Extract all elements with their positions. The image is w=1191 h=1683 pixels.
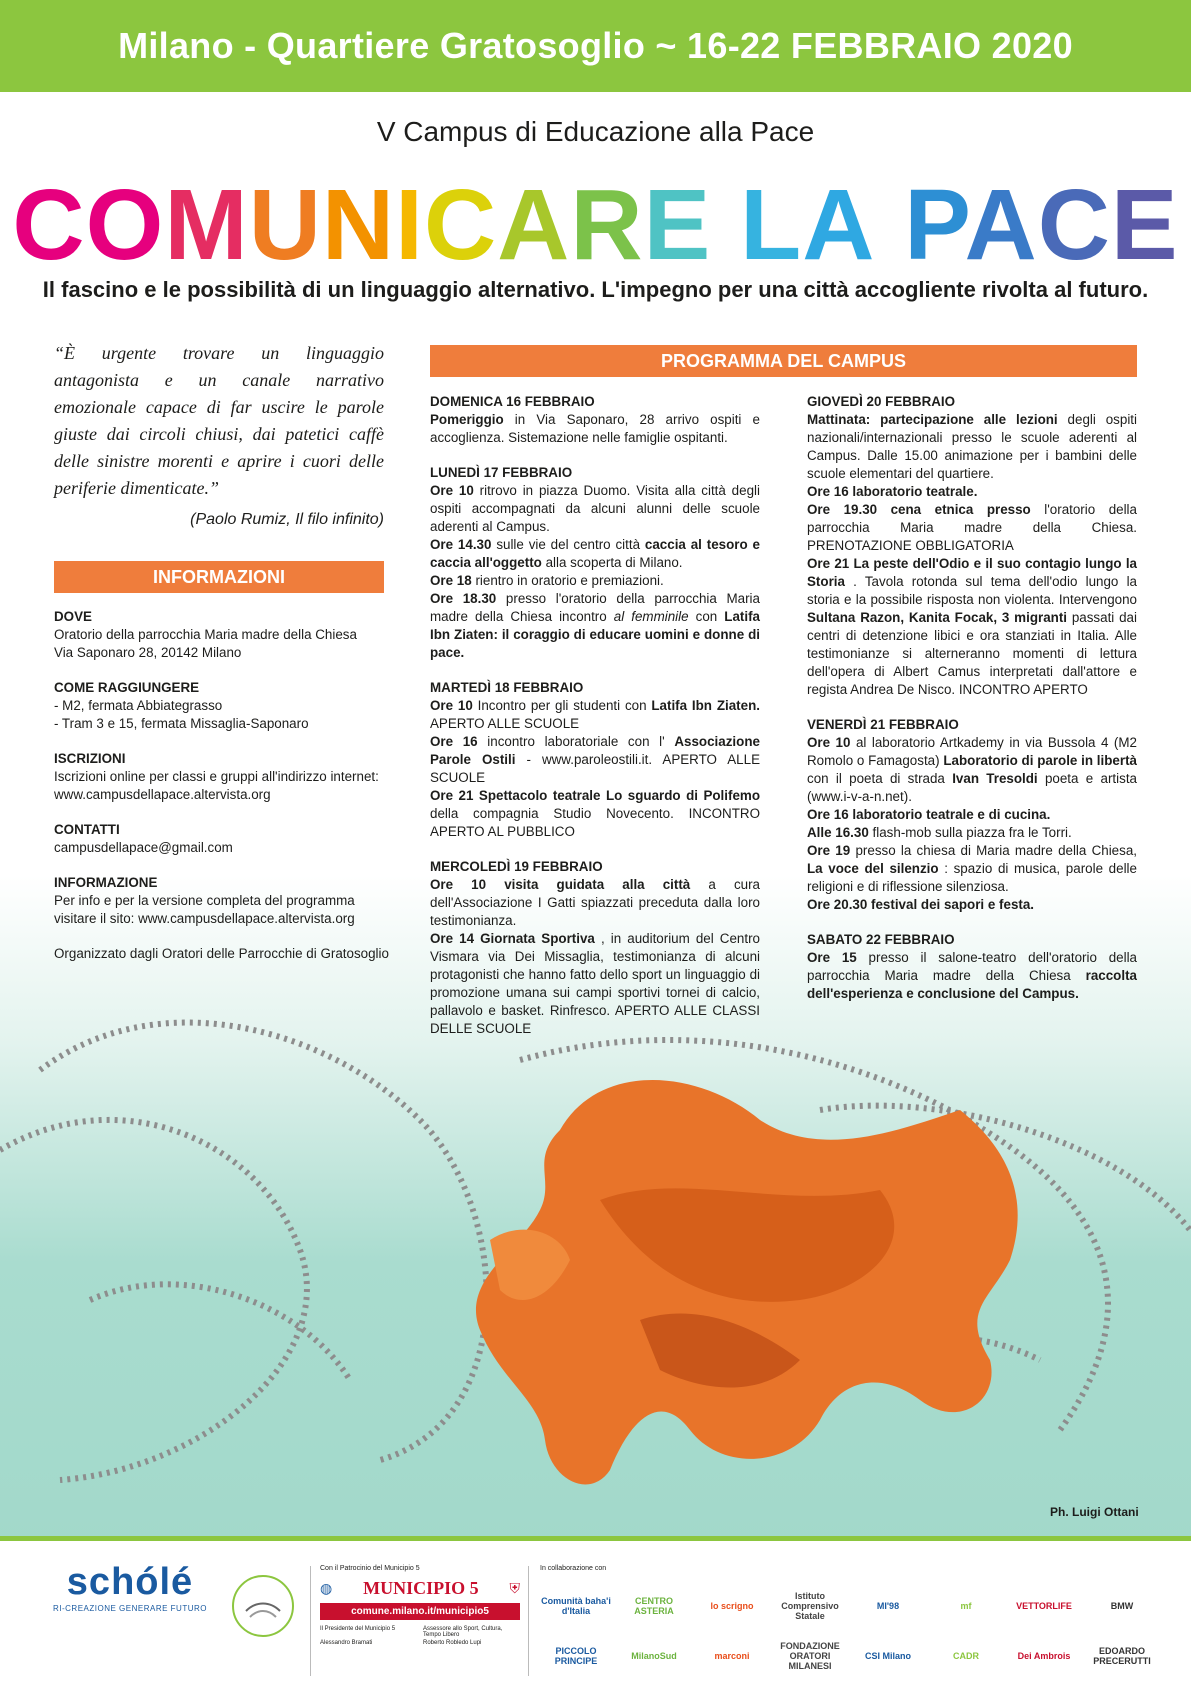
program-text — [430, 482, 760, 662]
come-line-2: - Tram 3 e 15, fermata Missaglia-Saponaro — [54, 716, 309, 731]
sponsor-logo[interactable]: CADR — [953, 1651, 979, 1661]
program-run: Ore 16 — [430, 734, 478, 749]
program-run: Ore 16 laboratorio teatrale. — [807, 484, 978, 499]
title-letter: I — [395, 169, 424, 281]
program-run: Ore 18.30 — [430, 591, 497, 606]
program-run: presso l'oratorio della parrocchia Maria madre della Chiesa incontro — [430, 591, 760, 624]
info-informazione — [54, 874, 394, 928]
municipio-mark-icon: ◍ — [320, 1580, 333, 1596]
program-run: Ore 18 — [430, 573, 472, 588]
come-label: COME RAGGIUNGERE — [54, 680, 200, 695]
program-date: MERCOLEDÌ 19 FEBBRAIO — [430, 859, 603, 874]
program-run: presso la chiesa di Maria madre della Chiesa, — [855, 843, 1137, 858]
program-run: con — [695, 609, 718, 624]
program-run: caccia al tesoro e caccia all'oggetto — [430, 537, 760, 570]
top-banner — [0, 0, 1191, 92]
program-day — [430, 464, 760, 662]
program-run: Ore 16 laboratorio teatrale e di cucina. — [807, 807, 1051, 822]
program-run: ritrovo in piazza Duomo. Visita alla città degli ospiti accompagnati da alcuni alunni delle scuole aderenti al Campus. — [430, 483, 760, 534]
program-day — [430, 679, 760, 841]
title-letter — [711, 169, 740, 281]
program-date: DOMENICA 16 FEBBRAIO — [430, 394, 595, 409]
info-come — [54, 679, 394, 733]
divider — [528, 1566, 529, 1676]
program-run: sulle vie del centro città — [496, 537, 641, 552]
title-letter: P — [904, 169, 965, 281]
program-run: Ore 20.30 festival dei sapori e festa. — [807, 897, 1035, 912]
program-run: passati dai centri di detenzione libici e ora stanziati in Italia. Alle testimonianze si alterneranno momenti di lettura dell'opera di Albert Camus interpretati dall'attore e regista Andrea De Nisco. INCONTRO APERTO — [807, 610, 1137, 697]
program-run: Ore 19.30 cena etnica presso — [807, 502, 1031, 517]
dove-label: DOVE — [54, 609, 92, 624]
info-section — [54, 608, 394, 980]
photo-credit: Ph. Luigi Ottani — [1050, 1505, 1139, 1519]
program-run: al laboratorio Artkademy in via Bussola 4 (M2 Romolo o Famagosta) — [807, 735, 1137, 768]
program-date: LUNEDÌ 17 FEBBRAIO — [430, 465, 573, 480]
collab-label: In collaborazione con — [540, 1565, 607, 1572]
title-letter: C — [1037, 169, 1111, 281]
title-letter: O — [85, 169, 165, 281]
program-day — [807, 931, 1137, 1003]
program-run: degli ospiti nazionali/internazionali presso le scuole aderenti al Campus. Dalle 15.00 animazione per i bambini delle scuole elementari del quartiere. — [807, 412, 1137, 481]
orange-cloth — [476, 1080, 1018, 1484]
sponsor-logo[interactable]: CSI Milano — [864, 1651, 911, 1661]
program-run: Ivan Tresoldi — [952, 771, 1038, 786]
come-line-1: - M2, fermata Abbiategrasso — [54, 698, 223, 713]
info-header — [54, 561, 384, 593]
sponsor-logo[interactable]: CENTRO ASTERIA — [634, 1596, 674, 1616]
program-run: Sultana Razon, Kanita Focak, 3 migranti — [807, 610, 1068, 625]
title-letter: N — [321, 169, 396, 281]
program-run: l'oratorio della parrocchia Maria madre della Chiesa. PRENOTAZIONE OBBLIGATORIA — [807, 502, 1137, 553]
quote-block — [54, 340, 384, 533]
program-run: rientro in oratorio e premiazioni. — [475, 573, 664, 588]
assessor-label: Assessore allo Sport, Cultura, Tempo Libero — [423, 1626, 503, 1638]
program-day — [430, 393, 760, 447]
program-run: alla scoperta di Milano. — [545, 555, 683, 570]
info-contatti — [54, 821, 394, 857]
program-text — [807, 949, 1137, 1003]
sponsor-logo[interactable]: PICCOLO PRINCIPE — [554, 1646, 598, 1666]
program-run: al femminile — [613, 609, 689, 624]
program-run: La voce del silenzio — [807, 861, 939, 876]
tagline: Il fascino e le possibilità di un linguaggio alternativo. L'impegno per una città accogliente rivolta al futuro. — [42, 277, 1149, 302]
infoz-line-1: Per info e per la versione completa del programma — [54, 893, 355, 908]
title-letter: A — [802, 169, 876, 281]
milano-crest-icon: ⛨ — [509, 1580, 520, 1596]
title-letter: C — [12, 169, 86, 281]
title-letter: R — [570, 169, 644, 281]
program-run: Ore 19 — [807, 843, 851, 858]
patrocinio-label: Con il Patrocinio del Municipio 5 — [320, 1565, 420, 1572]
infoz-label: INFORMAZIONE — [54, 875, 158, 890]
program-run: Ore 10 visita guidata alla città — [430, 877, 691, 892]
program-run: Ore 10 — [430, 698, 473, 713]
organizer-text: Organizzato dagli Oratori delle Parrocchie di Gratosoglio — [54, 946, 389, 961]
program-run: Laboratorio di parole in libertà — [943, 753, 1137, 768]
title-letter: C — [423, 169, 498, 281]
program-header — [430, 345, 1137, 377]
title-letter: A — [964, 169, 1038, 281]
program-run: Ore 21 Spettacolo teatrale Lo sguardo di Polifemo — [430, 788, 760, 803]
title-letter: E — [1110, 169, 1179, 281]
sponsor-logo[interactable]: FONDAZIONE ORATORI MILANESI — [780, 1641, 840, 1671]
sponsor-logo[interactable]: MI'98 — [876, 1601, 900, 1611]
sponsor-logo[interactable]: Dei Ambrois — [1017, 1651, 1071, 1661]
program-run: Ore 14.30 — [430, 537, 492, 552]
barbed-wire-photo — [0, 1000, 1191, 1530]
info-iscrizioni — [54, 750, 394, 804]
info-dove — [54, 608, 394, 662]
divider — [310, 1566, 311, 1676]
program-run: Incontro per gli studenti con — [477, 698, 647, 713]
sponsor-logo[interactable]: lo scrigno — [710, 1601, 754, 1611]
schole-name: schólé — [66, 1561, 194, 1603]
municipio-row — [320, 1578, 520, 1599]
program-run: Associazione Parole Ostili — [430, 734, 760, 767]
program-date: GIOVEDÌ 20 FEBBRAIO — [807, 394, 956, 409]
program-column-2 — [807, 393, 1137, 1020]
sponsor-logo[interactable]: Istituto Comprensivo Statale — [781, 1591, 839, 1621]
municipio-name: MUNICIPIO 5 — [363, 1578, 479, 1598]
program-run: con il poeta di strada — [807, 771, 945, 786]
president-label: Il Presidente del Municipio 5 — [320, 1626, 396, 1632]
program-run: - www.paroleostili.it. APERTO ALLE SCUOLE — [430, 752, 760, 785]
program-run: Ore 10 — [807, 735, 851, 750]
footer — [0, 1536, 1191, 1683]
municipio-url[interactable]: comune.milano.it/municipio5 — [320, 1603, 520, 1620]
info-title: INFORMAZIONI — [153, 566, 285, 587]
iscr-label: ISCRIZIONI — [54, 751, 126, 766]
program-run: Mattinata: partecipazione alle lezioni — [807, 412, 1058, 427]
program-run: flash-mob sulla piazza fra le Torri. — [872, 825, 1072, 840]
banner-text: Milano - Quartiere Gratosoglio ~ 16-22 FEBBRAIO 2020 — [118, 25, 1073, 66]
sponsor-logo[interactable]: VETTORLIFE — [1016, 1601, 1072, 1611]
infoz-line-2: visitare il sito: www.campusdellapace.altervista.org — [54, 911, 355, 926]
program-run: , in auditorium del Centro Vismara via Dei Missaglia, testimonianza di alcuni protagonisti che hanno fatto dello sport un linguaggio di promozione umana sui campi sportivi tornei di calcio, pallavolo e basket. Rinfresco. APERTO ALLE CLASSI DELLE SCUOLE — [430, 931, 761, 1036]
program-date: VENERDÌ 21 FEBBRAIO — [807, 717, 959, 732]
program-day — [807, 393, 1137, 699]
program-run: a cura dell'Associazione I Gatti spiazzati preceduta dalla loro testimonianza. — [430, 877, 761, 928]
program-run: della compagnia Studio Novecento. INCONTRO APERTO AL PUBBLICO — [430, 806, 760, 839]
program-date: SABATO 22 FEBBRAIO — [807, 932, 955, 947]
municipio-officials — [320, 1626, 520, 1646]
program-column-1 — [430, 393, 760, 1055]
title-letter: L — [740, 169, 803, 281]
title-letter: A — [497, 169, 571, 281]
program-run: poeta e artista (www.i-v-a-n.net). — [807, 771, 1137, 804]
program-run: Pomeriggio — [430, 412, 504, 427]
sponsor-logo[interactable]: BMW — [1110, 1601, 1134, 1611]
program-run: incontro laboratoriale con l' — [487, 734, 665, 749]
contatti-email[interactable]: campusdellapace@gmail.com — [54, 840, 233, 855]
sponsor-logo[interactable]: mf — [960, 1601, 972, 1611]
patrocinio-block — [320, 1565, 520, 1646]
assessor-name: Roberto Robledo Lupi — [423, 1640, 482, 1646]
program-title: PROGRAMMA DEL CAMPUS — [660, 350, 906, 371]
schole-sub: RI-CREAZIONE GENERARE FUTURO — [52, 1604, 207, 1613]
president-name: Alessandro Bramati — [320, 1640, 373, 1646]
campus-logo-icon — [228, 1571, 298, 1641]
program-run: Ore 21 La peste dell'Odio e il suo contagio lungo la Storia — [807, 556, 1137, 589]
sponsor-logo[interactable]: marconi — [714, 1651, 750, 1661]
program-date: MARTEDÌ 18 FEBBRAIO — [430, 680, 584, 695]
title-letter: U — [248, 169, 322, 281]
iscr-link[interactable]: www.campusdellapace.altervista.org — [54, 787, 271, 802]
program-run: Ore 10 — [430, 483, 474, 498]
program-run: Latifa Ibn Ziaten. — [651, 698, 760, 713]
main-title — [0, 170, 1191, 280]
sponsor-logo[interactable]: MilanoSud — [631, 1651, 677, 1661]
program-run: APERTO ALLE SCUOLE — [430, 716, 580, 731]
program-text — [430, 411, 760, 447]
program-run: . Tavola rotonda sul tema dell'odio lungo la storia e la possibile risposta non violenta. Intervengono — [807, 574, 1137, 607]
quote-author: (Paolo Rumiz, Il filo infinito) — [190, 511, 384, 528]
program-text — [807, 734, 1137, 914]
program-day — [807, 716, 1137, 914]
dove-line-1: Oratorio della parrocchia Maria madre della Chiesa — [54, 627, 357, 642]
dove-line-2: Via Saponaro 28, 20142 Milano — [54, 645, 242, 660]
program-run: : spazio di musica, parole delle religioni e di riflessione silenziosa. — [807, 861, 1137, 894]
program-run: raccolta dell'esperienza e conclusione del Campus. — [807, 968, 1137, 1001]
program-run: Ore 15 — [807, 950, 857, 965]
program-text — [430, 697, 760, 841]
program-text — [807, 411, 1137, 699]
program-run: Latifa Ibn Ziaten: il coraggio di educare uomini e donne di pace. — [430, 609, 760, 660]
title-letter — [875, 169, 904, 281]
title-letter: E — [643, 169, 712, 281]
program-run: presso il salone-teatro dell'oratorio della parrocchia Maria madre della Chiesa — [807, 950, 1137, 983]
iscr-line-1: Iscrizioni online per classi e gruppi all'indirizzo internet: — [54, 769, 379, 784]
quote-text: “È urgente trovare un linguaggio antagonista e un canale narrativo emozionale capace di far uscire le parole giuste dai circoli chiusi, dai patetici caffè delle sinistre morenti e aprire i cuori delle periferie dimenticate.” — [54, 343, 384, 498]
sponsor-logo[interactable]: EDOARDO PRECERUTTI — [1093, 1646, 1151, 1666]
schole-logo[interactable] — [50, 1561, 210, 1613]
campus-logo — [228, 1571, 298, 1641]
campus-subtitle: V Campus di Educazione alla Pace — [376, 116, 815, 147]
program-run: Ore 14 Giornata Sportiva — [430, 931, 595, 946]
sponsor-logo[interactable]: Comunità baha'i d'Italia — [541, 1596, 611, 1616]
program-run: Alle 16.30 — [807, 825, 869, 840]
program-run: in Via Saponaro, 28 arrivo ospiti e accoglienza. Sistemazione nelle famiglie ospitanti. — [430, 412, 760, 445]
title-letter: M — [164, 169, 249, 281]
contatti-label: CONTATTI — [54, 822, 120, 837]
